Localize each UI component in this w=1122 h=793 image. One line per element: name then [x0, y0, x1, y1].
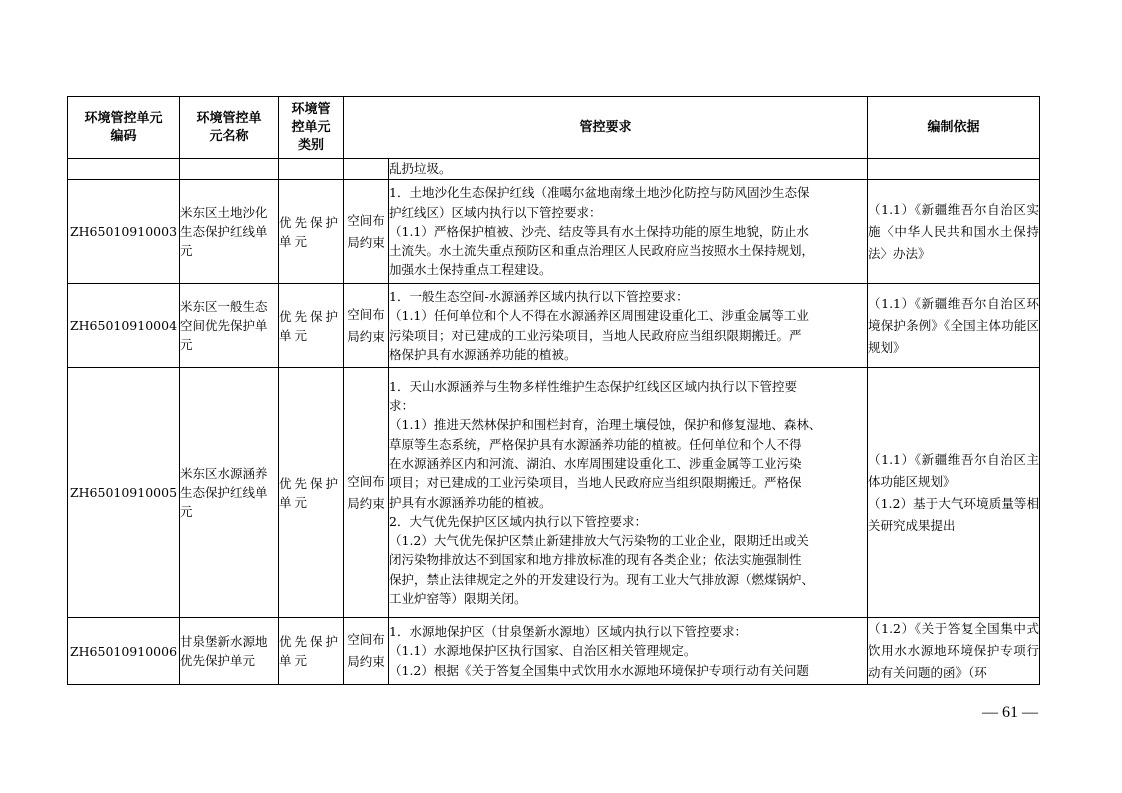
basis-cell [868, 180, 1040, 284]
requirement-line: 加强水土保持重点工程建设。 [389, 262, 552, 278]
requirement-line: 格保护具有水源涵养功能的植被。 [389, 346, 577, 362]
unit-category: 优先保护单元 [279, 368, 344, 618]
requirement-line: 保护，禁止法律规定之外的开发建设行为。现有工业大气排放源（燃煤锅炉、 [389, 571, 815, 587]
constraint-subtype: 空间布局约束 [344, 368, 389, 618]
requirement-line: 护具有水源涵养功能的植被。 [389, 494, 552, 510]
requirement-line: （1.1）水源地保护区执行国家、自治区相关管理规定。 [389, 643, 697, 659]
table-row [68, 180, 1040, 284]
basis-cell [868, 618, 1040, 685]
requirements-cell [389, 618, 868, 685]
unit-name: 米东区土地沙化生态保护红线单元 [180, 180, 279, 284]
requirement-line: 求： [389, 398, 415, 414]
unit-code: ZH65010910004 [68, 284, 180, 368]
continuation-text: 乱扔垃圾。 [389, 159, 868, 180]
requirement-line: （1.1）严格保护植被、沙壳、结皮等具有水土保持功能的原生地貌，防止水 [389, 223, 809, 239]
constraint-subtype: 空间布局约束 [344, 284, 389, 368]
unit-code: ZH65010910006 [68, 618, 180, 685]
requirement-line: 工业炉窑等）限期关闭。 [389, 590, 527, 606]
requirement-line: 项目；对已建成的工业污染项目，当地人民政府应当组织限期搬迁。严格保 [389, 475, 802, 491]
requirements-cell [389, 180, 868, 284]
constraint-subtype: 空间布局约束 [344, 180, 389, 284]
unit-category: 优先保护单元 [279, 618, 344, 685]
requirement-line: 闭污染物排放达不到国家和地方排放标准的现有各类企业；依法实施强制性 [389, 552, 802, 568]
header-unit-name: 环境管控单元名称 [180, 97, 279, 159]
basis-line: （1.1）《新疆维吾尔自治区实施〈中华人民共和国水土保持法〉办法》 [868, 201, 1040, 261]
basis-line: （1.2）基于大气环境质量等相关研究成果提出 [868, 495, 1040, 533]
header-control-requirements: 管控要求 [344, 97, 868, 159]
table-row [68, 368, 1040, 618]
header-unit-code: 环境管控单元编码 [68, 97, 180, 159]
basis-line: （1.1）《新疆维吾尔自治区环境保护条例》《全国主体功能区规划》 [868, 295, 1040, 355]
requirement-line: （1.2）大气优先保护区禁止新建排放大气污染物的工业企业，限期迁出或关 [389, 533, 809, 549]
table-header-row [68, 97, 1040, 159]
page-number: — 61 — [982, 704, 1038, 721]
requirements-cell [389, 368, 868, 618]
unit-name: 米东区水源涵养生态保护红线单元 [180, 368, 279, 618]
table-row [68, 618, 1040, 685]
basis-line: （1.1）《新疆维吾尔自治区主体功能区规划》 [868, 451, 1040, 489]
requirement-line: 2．大气优先保护区区域内执行以下管控要求： [389, 513, 647, 529]
header-basis: 编制依据 [868, 97, 1040, 159]
basis-line: （1.2）《关于答复全国集中式饮用水水源地环境保护专项行动有关问题的函》（环 [868, 621, 1040, 680]
requirement-line: 土流失。水土流失重点预防区和重点治理区人民政府应当按照水土保持规划， [389, 243, 815, 259]
unit-code: ZH65010910003 [68, 180, 180, 284]
basis-cell [868, 284, 1040, 368]
requirement-line: 1．天山水源涵养与生物多样性维护生态保护红线区区域内执行以下管控要 [389, 378, 797, 394]
requirement-line: 1．水源地保护区（甘泉堡新水源地）区域内执行以下管控要求： [389, 624, 747, 640]
header-unit-category: 环境管控单元类别 [279, 97, 344, 159]
requirement-line: 在水源涵养区内和河流、湖泊、水库周围建设重化工、涉重金属等工业污染 [389, 455, 802, 471]
requirement-line: （1.1）推进天然林保护和围栏封育，治理土壤侵蚀，保护和修复湿地、森林、 [389, 417, 822, 433]
requirement-line: 污染项目；对已建成的工业污染项目，当地人民政府应当组织限期搬迁。严 [389, 327, 802, 343]
table-row [68, 284, 1040, 368]
requirement-line: 1．土地沙化生态保护红线（准噶尔盆地南缘土地沙化防控与防风固沙生态保 [389, 185, 810, 201]
unit-name: 米东区一般生态空间优先保护单元 [180, 284, 279, 368]
requirement-line: （1.1）任何单位和个人不得在水源涵养区周围建设重化工、涉重金属等工业 [389, 308, 809, 324]
unit-category: 优先保护单元 [279, 180, 344, 284]
unit-name: 甘泉堡新水源地优先保护单元 [180, 618, 279, 685]
control-requirements-table [67, 96, 1040, 685]
requirement-line: 护红线区）区域内执行以下管控要求： [389, 204, 602, 220]
unit-code: ZH65010910005 [68, 368, 180, 618]
requirement-line: （1.2）根据《关于答复全国集中式饮用水水源地环境保护专项行动有关问题 [389, 662, 809, 678]
continuation-row [68, 159, 1040, 180]
requirement-line: 草原等生态系统，严格保护具有水源涵养功能的植被。任何单位和个人不得 [389, 436, 802, 452]
basis-cell [868, 368, 1040, 618]
constraint-subtype: 空间布局约束 [344, 618, 389, 685]
unit-category: 优先保护单元 [279, 284, 344, 368]
requirements-cell [389, 284, 868, 368]
requirement-line: 1．一般生态空间-水源涵养区域内执行以下管控要求： [389, 288, 689, 304]
